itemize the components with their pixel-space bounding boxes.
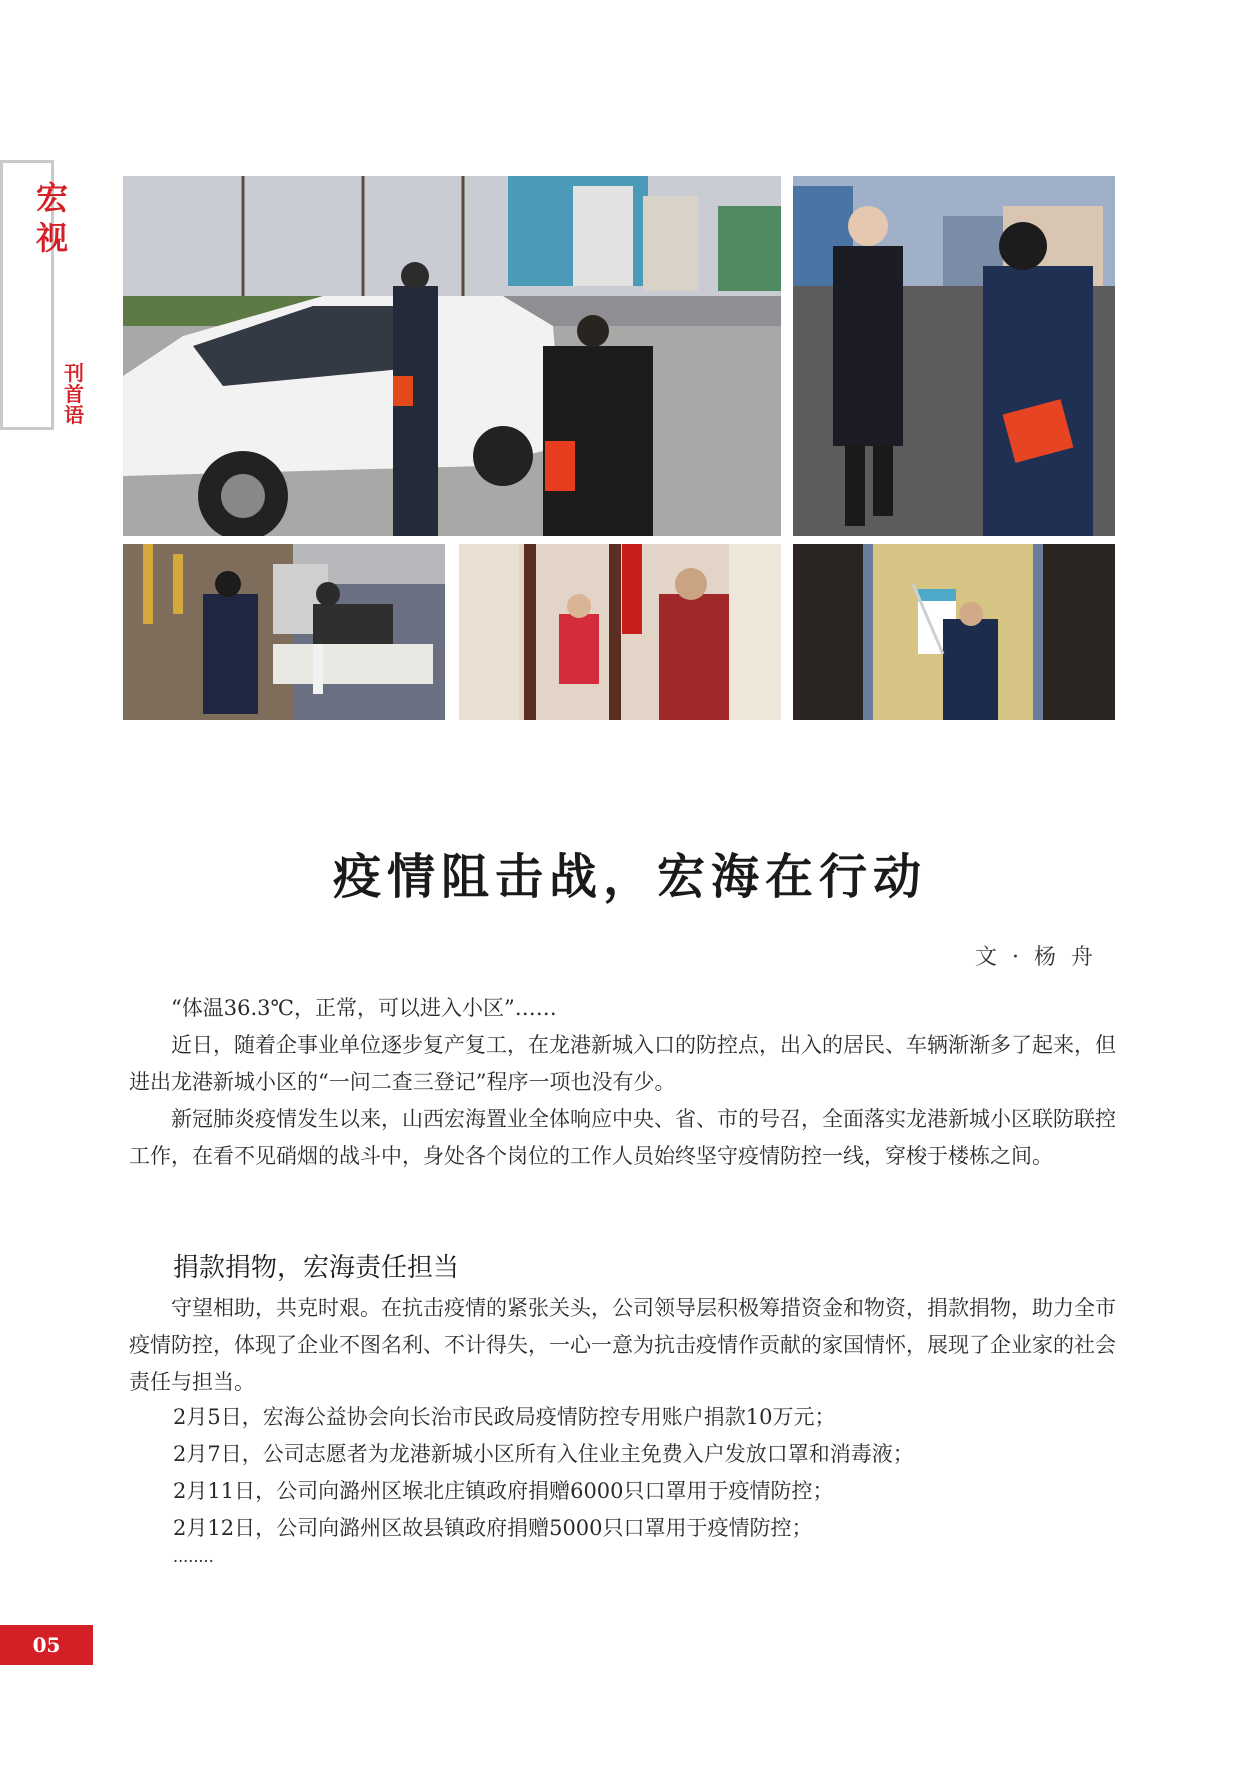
list-item: 2月12日，公司向潞州区故县镇政府捐赠5000只口罩用于疫情防控；	[173, 1516, 813, 1540]
photo-car-checkpoint	[123, 176, 781, 536]
side-bracket-bottom	[0, 427, 54, 430]
photo-donation-handover	[793, 176, 1115, 536]
list-ellipsis: ........	[173, 1547, 214, 1566]
paragraph-intro: 近日，随着企事业单位逐步复产复工，在龙港新城入口的防控点，出入的居民、车辆渐渐多了起来，但进出龙港新城小区的“一问二查三登记”程序一项也没有少。	[129, 1033, 1116, 1094]
paragraph-quote: “体温36.3℃，正常，可以进入小区”……	[171, 996, 557, 1020]
photo-registration-desk	[123, 544, 445, 720]
section-label-char-1: 宏	[36, 179, 69, 217]
section-label-char-2: 视	[36, 219, 69, 257]
paragraph-background: 新冠肺炎疫情发生以来，山西宏海置业全体响应中央、省、市的号召，全面落实龙港新城小区联防联控工作，在看不见硝烟的战斗中，身处各个岗位的工作人员始终坚守疫情防控一线，穿梭于楼栋之间。	[129, 1107, 1116, 1168]
list-item: 2月11日，公司向潞州区堠北庄镇政府捐赠6000只口罩用于疫情防控；	[173, 1479, 834, 1503]
article-title: 疫情阻击战，宏海在行动	[332, 849, 927, 905]
paragraph-donation: 守望相助，共克时艰。在抗击疫情的紧张关头，公司领导层积极筹措资金和物资，捐款捐物，助力全市疫情防控，体现了企业不图名利、不计得失，一心一意为抗击疫情作贡献的家国情怀，展现了企业家的社会责任与担当。	[129, 1296, 1116, 1394]
side-bracket	[0, 160, 3, 430]
list-item: 2月5日，宏海公益协会向长治市民政局疫情防控专用账户捐款10万元；	[173, 1405, 836, 1429]
list-item: 2月7日，公司志愿者为龙港新城小区所有入住业主免费入户发放口罩和消毒液；	[173, 1442, 914, 1466]
page-number: 05	[0, 1625, 93, 1665]
column-label: 刊首语	[64, 361, 84, 427]
photo-elevator-disinfection	[793, 544, 1115, 720]
section-subheading: 捐款捐物，宏海责任担当	[173, 1253, 460, 1283]
byline: 文 · 杨 舟	[975, 945, 1097, 970]
photo-door-visit	[459, 544, 781, 720]
side-bracket-top	[0, 160, 54, 163]
